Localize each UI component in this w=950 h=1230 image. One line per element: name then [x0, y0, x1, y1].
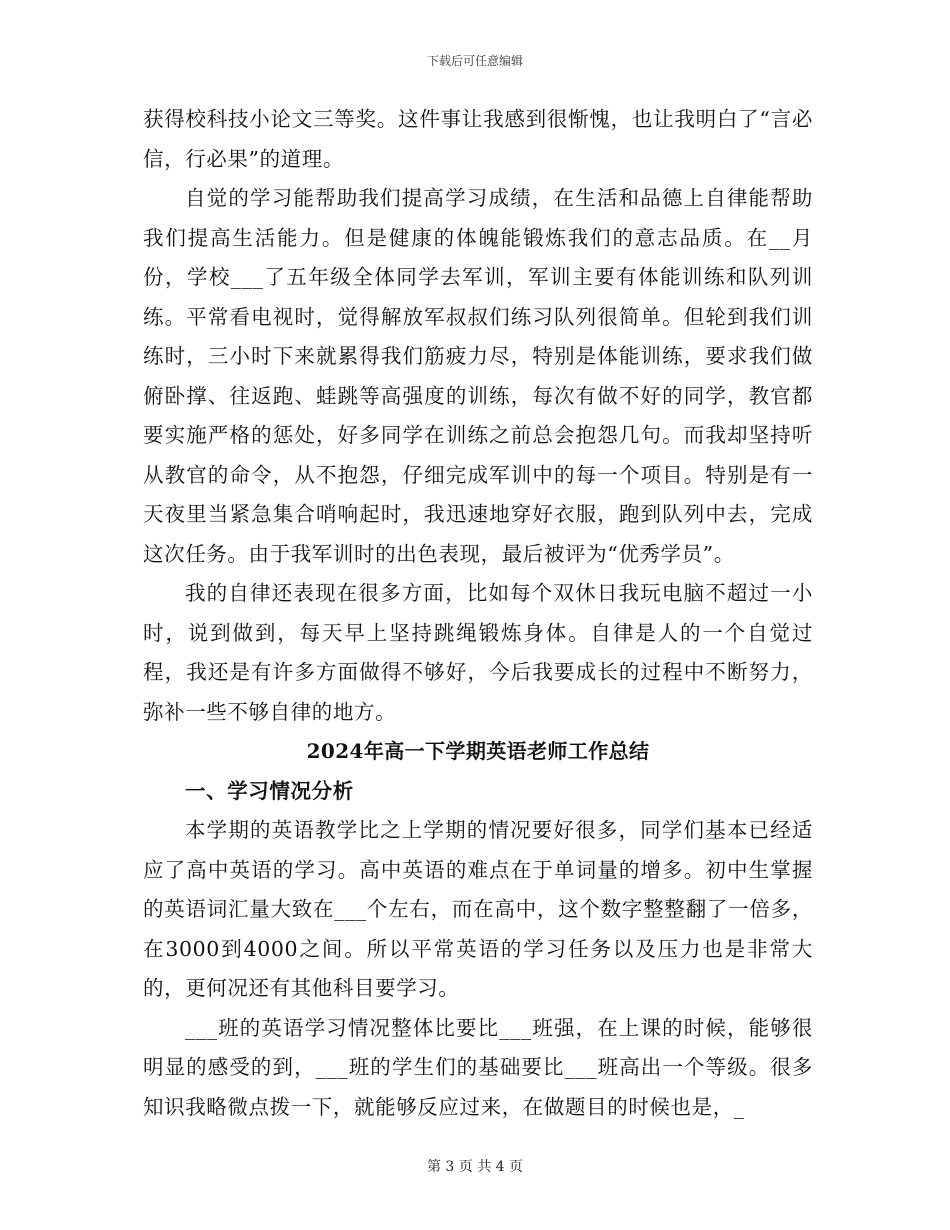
document-title: 2024年高一下学期英语老师工作总结: [306, 739, 650, 763]
document-body: [143, 100, 813, 1127]
page-number: 第 3 页 共 4 页: [426, 1159, 524, 1175]
paragraph-self-discipline-habits: 我的自律还表现在很多方面，比如每个双休日我玩电脑不超过一小时，说到做到，每天早上坚持跳绳锻炼身体。自律是人的一个自觉过程，我还是有许多方面做得不够好，今后我要成长的过程中不断努力，弥补一些不够自律的地方。: [143, 581, 813, 724]
paragraph-class-comparison: ___班的英语学习情况整体比要比___班强，在上课的时候，能够很明显的感受的到，___班的学生们的基础要比___班高出一个等级。很多知识我略微点拨一下，就能够反应过来，在做题目的时候也是，_: [143, 1015, 813, 1119]
page-header: 下载后可任意编辑: [426, 54, 523, 68]
paragraph-learning-analysis: 本学期的英语教学比之上学期的情况要好很多，同学们基本已经适应了高中英语的学习。高中英语的难点在于单词量的增多。初中生掌握的英语词汇量大致在___个左右，而在高中，这个数字整整翻了一倍多，在3000到4000之间。所以平常英语的学习任务以及压力也是非常大的，更何况还有其他科目要学习。: [143, 818, 813, 1000]
paragraph-self-discipline-military-training: 自觉的学习能帮助我们提高学习成绩，在生活和品德上自律能帮助我们提高生活能力。但是健康的体魄能锻炼我们的意志品质。在__月份，学校___了五年级全体同学去军训，军训主要有体能训练和队列训练。平常看电视时，觉得解放军叔叔们练习队列很简单。但轮到我们训练时，三小时下来就累得我们筋疲力尽，特别是体能训练，要求我们做俯卧撑、往返跑、蛙跳等高强度的训练，每次有做不好的同学，教官都要实施严格的惩处，好多同学在训练之前总会抱怨几句。而我却坚持听从教官的命令，从不抱怨，仔细完成军训中的每一个项目。特别是有一天夜里当紧急集合哨响起时，我迅速地穿好衣服，跑到队列中去，完成这次任务。由于我军训时的出色表现，最后被评为“优秀学员”。: [143, 186, 813, 566]
paragraph-continuation: 获得校科技小论文三等奖。这件事让我感到很惭愧，也让我明白了“言必信，行必果”的道理。: [143, 107, 813, 171]
section-heading: 一、学习情况分析: [185, 778, 354, 803]
